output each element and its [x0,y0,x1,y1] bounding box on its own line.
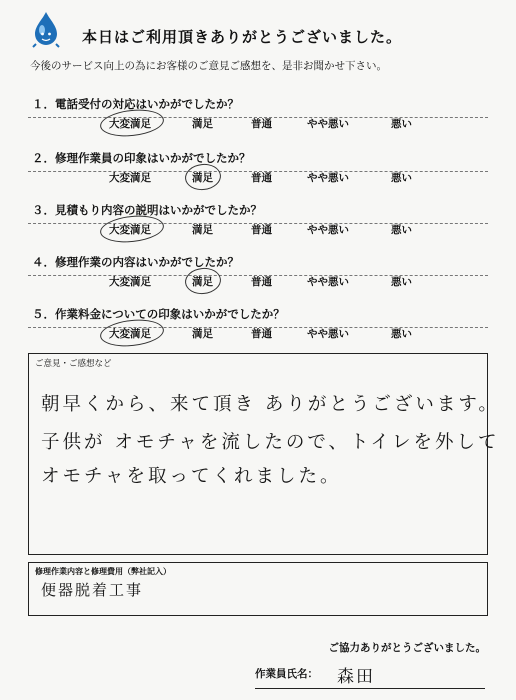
hand-drawn-circle-mark [184,162,223,192]
option-very-satisfied[interactable]: 大変満足 [109,328,151,340]
option-average[interactable]: 普通 [251,172,272,184]
question-text: １．電話受付の対応はいかがでしたか？ [32,97,239,111]
repair-details-box[interactable] [28,562,488,616]
question-text: ５．作業料金についての印象はいかがでしたか？ [32,307,285,321]
question-5 [0,306,516,358]
question-2 [0,150,516,202]
question-text: ３．見積もり内容の説明はいかがでしたか？ [32,203,262,217]
handwritten-comment-line: オモチャを取ってくれました。 [41,466,342,487]
option-satisfied[interactable]: 満足 [192,276,213,288]
hand-drawn-circle-mark [184,266,223,296]
water-drop-mascot-icon [30,10,62,48]
option-average[interactable]: 普通 [251,328,272,340]
question-text: ２．修理作業員の印象はいかがでしたか？ [32,151,251,165]
option-very-satisfied[interactable]: 大変満足 [109,276,151,288]
option-somewhat-bad[interactable]: やや悪い [307,172,349,184]
intro-text: 今後のサービス向上の為にお客様のご意見ご感想を、是非お聞かせ下さい。 [30,60,387,72]
option-somewhat-bad[interactable]: やや悪い [307,276,349,288]
question-1 [0,96,516,148]
option-satisfied[interactable]: 満足 [192,172,213,184]
question-4 [0,254,516,306]
staff-name-label: 作業員氏名： [255,668,318,680]
option-average[interactable]: 普通 [251,224,272,236]
option-somewhat-bad[interactable]: やや悪い [307,328,349,340]
option-satisfied[interactable]: 満足 [192,118,213,130]
option-satisfied[interactable]: 満足 [192,328,213,340]
option-very-satisfied[interactable]: 大変満足 [109,172,151,184]
option-somewhat-bad[interactable]: やや悪い [307,224,349,236]
question-text: ４．修理作業の内容はいかがでしたか？ [32,255,239,269]
option-bad[interactable]: 悪い [391,224,412,236]
option-average[interactable]: 普通 [251,118,272,130]
option-very-satisfied[interactable]: 大変満足 [109,224,151,236]
handwritten-repair-content: 便器脱着工事 [41,581,144,599]
option-bad[interactable]: 悪い [391,328,412,340]
staff-name-field[interactable] [255,666,485,689]
comments-label: ご意見・ご感想など [35,359,112,369]
option-somewhat-bad[interactable]: やや悪い [307,118,349,130]
handwritten-comment-line: 朝早くから、来て頂き ありがとうございます。 [41,394,500,415]
repair-details-label: 修理作業内容と修理費用（弊社記入） [35,567,171,576]
handwritten-comment-line: 子供が オモチャを流したので、トイレを外して [41,432,500,453]
option-bad[interactable]: 悪い [391,118,412,130]
option-bad[interactable]: 悪い [391,276,412,288]
handwritten-staff-name: 森田 [337,667,375,687]
thanks-text: ご協力ありがとうございました。 [328,642,486,654]
option-average[interactable]: 普通 [251,276,272,288]
option-bad[interactable]: 悪い [391,172,412,184]
option-very-satisfied[interactable]: 大変満足 [109,118,151,130]
option-satisfied[interactable]: 満足 [192,224,213,236]
question-3 [0,202,516,254]
comments-box[interactable] [28,353,500,555]
page-title: 本日はご利用頂きありがとうございました。 [82,28,403,46]
